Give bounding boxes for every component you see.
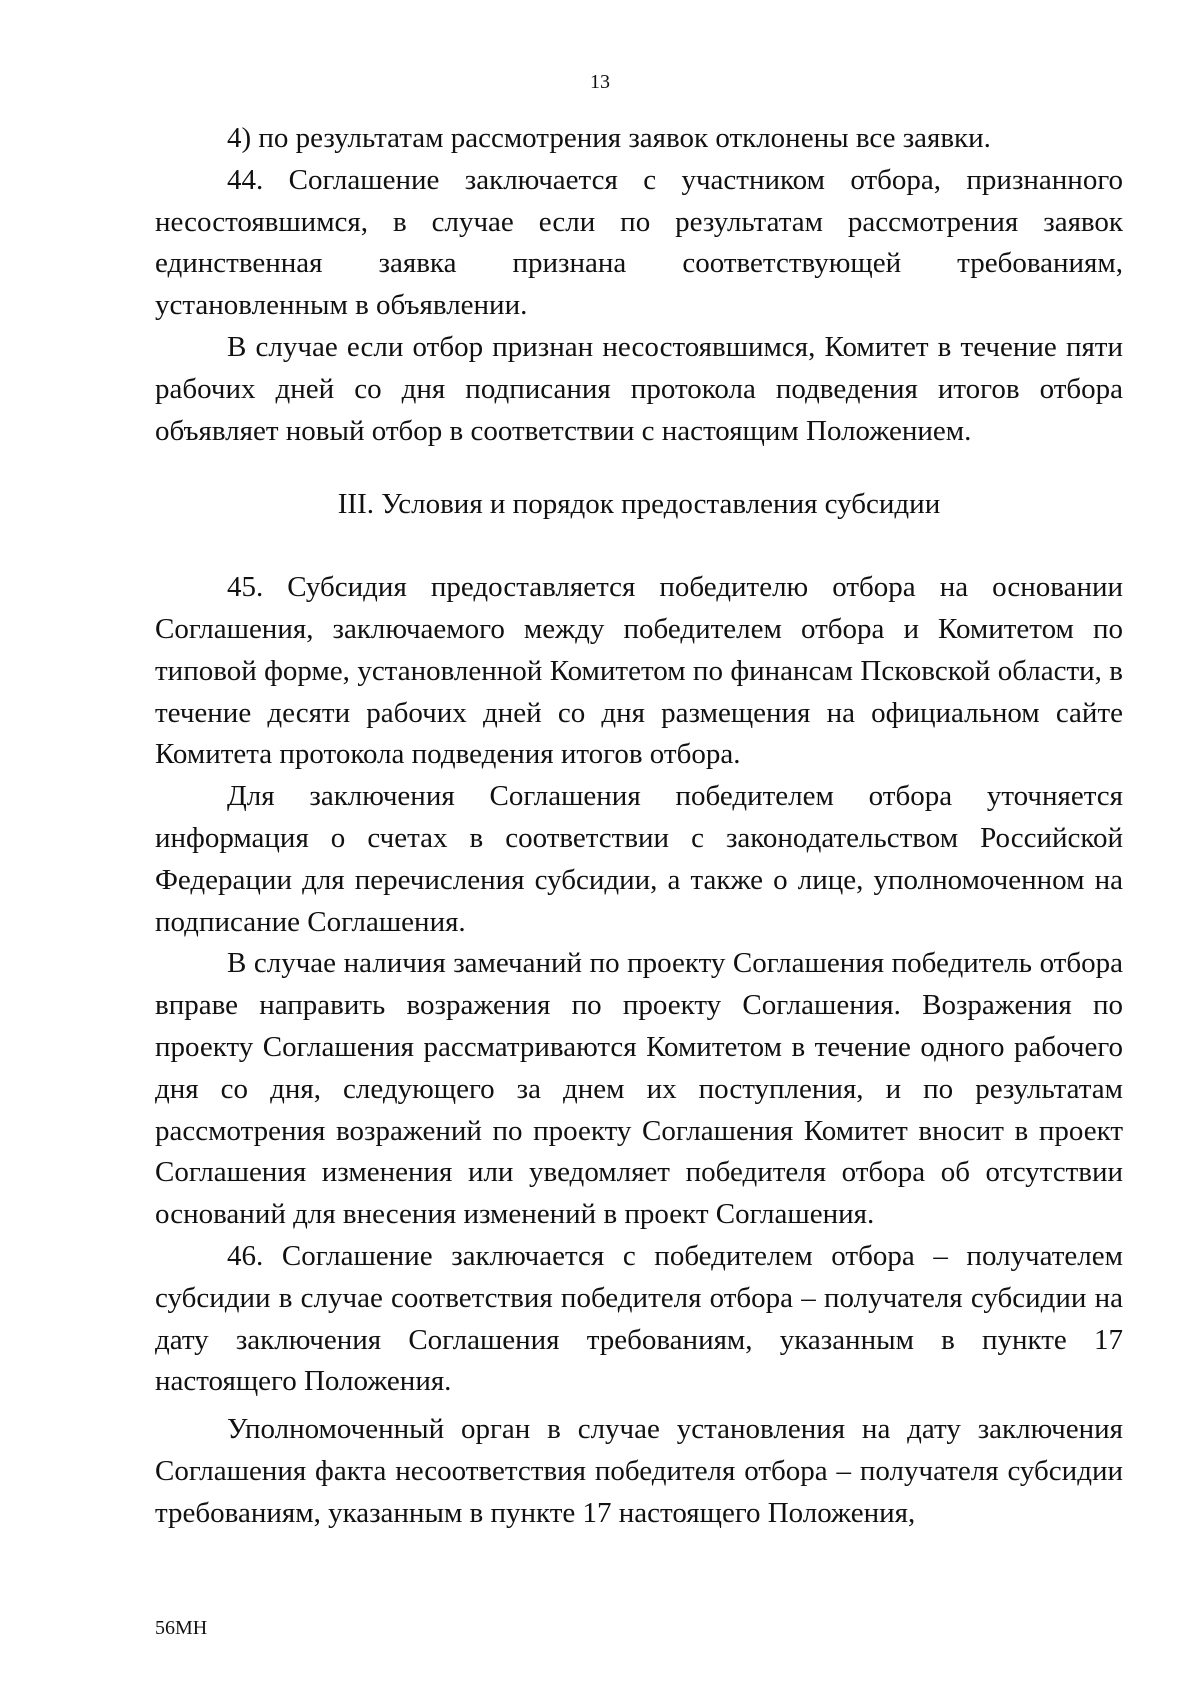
paragraph-account-info: Для заключения Соглашения победителем отбора уточняется информация о счетах в соответствии с законодательством Российской Федерации для перечисления субсидии, а также о лице, уполномоченном на подписание Соглашения. xyxy=(155,780,1123,938)
paragraph-45: 45. Субсидия предоставляется победителю отбора на основании Соглашения, заключаемого между победителем отбора и Комитетом по типовой форме, установленной Комитетом по финансам Псковской области, в течение десяти рабочих дней со дня размещения на официальном сайте Комитета протокола подведения итогов отбора. xyxy=(155,571,1123,771)
paragraph-authorized-body: Уполномоченный орган в случае установления на дату заключения Соглашения факта несоответствия победителя отбора – получателя субсидии требованиям, указанным в пункте 17 настоящего Положения, xyxy=(155,1413,1123,1529)
paragraph-failed-selection: В случае если отбор признан несостоявшимся, Комитет в течение пяти рабочих дней со дня подписания протокола подведения итогов отбора объявляет новый отбор в соответствии с настоящим Положением. xyxy=(155,330,1123,447)
paragraph-item-4: 4) по результатам рассмотрения заявок отклонены все заявки. xyxy=(227,122,991,154)
page-number: 13 xyxy=(590,71,610,93)
paragraph-46: 46. Соглашение заключается с победителем отбора – получателем субсидии в случае соответствия победителя отбора – получателя субсидии на дату заключения Соглашения требованиям, указанным в пункте 17 настоящего Положения. xyxy=(155,1239,1123,1398)
paragraph-objections: В случае наличия замечаний по проекту Соглашения победитель отбора вправе направить возражения по проекту Соглашения. Возражения по проекту Соглашения рассматриваются Комитетом в течение одного рабочего дня со дня, следующего за днем их поступления, и по результатам рассмотрения возражений по проекту Соглашения Комитет вносит в проект Соглашения изменения или уведомляет победителя отбора об отсутствии оснований для внесения изменений в проект Соглашения. xyxy=(155,947,1123,1231)
section-heading: III. Условия и порядок предоставления субсидии xyxy=(337,488,941,521)
paragraph-44: 44. Соглашение заключается с участником отбора, признанного несостоявшимся, в случае если по результатам рассмотрения заявок единственная заявка признана соответствующей требованиям, установленным в объявлении. xyxy=(155,163,1123,322)
document-body xyxy=(155,118,1123,1535)
footer-code: 56МН xyxy=(155,1617,208,1639)
